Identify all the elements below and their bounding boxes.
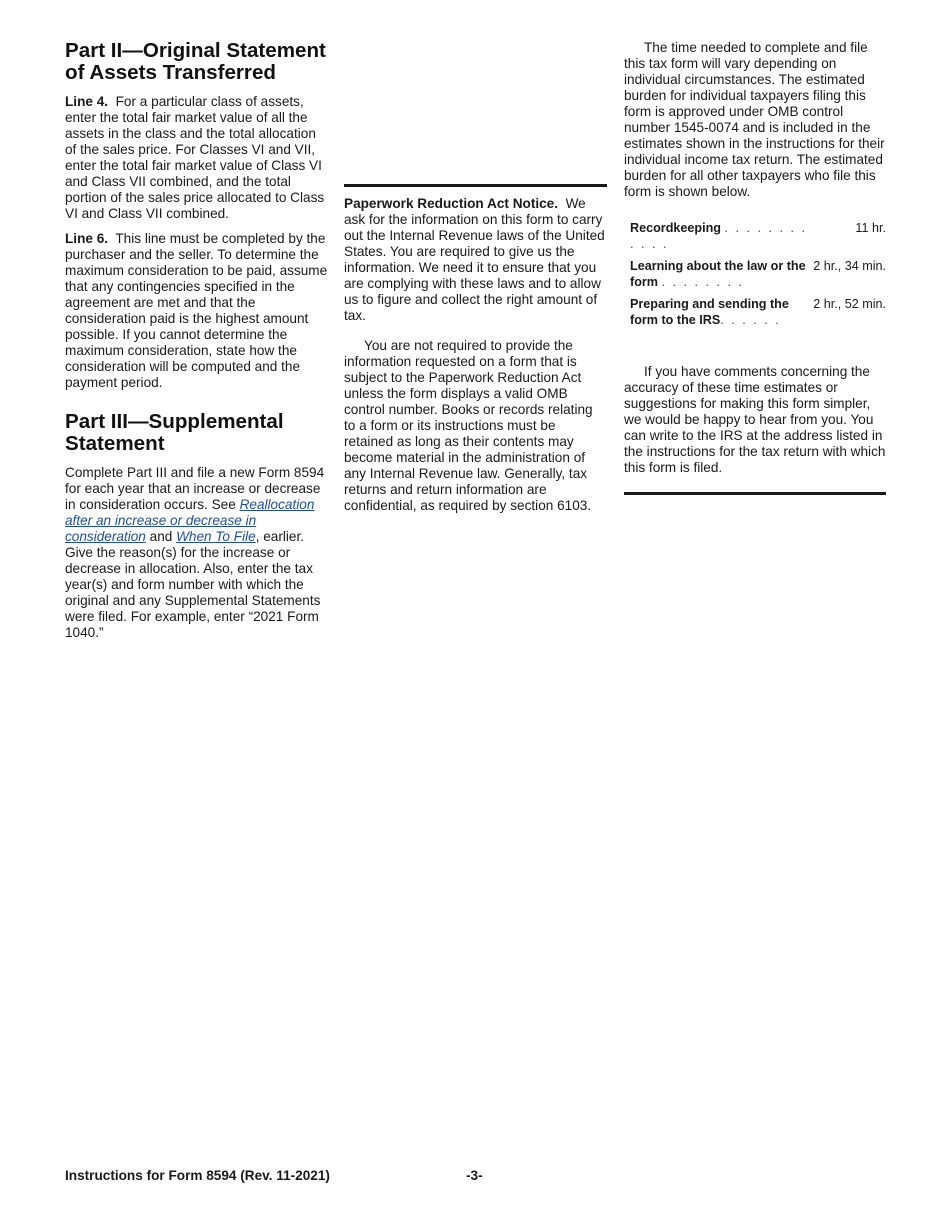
section-divider <box>344 184 607 187</box>
burden-label: Recordkeeping . . . . . . . . . . . . <box>630 221 807 251</box>
line4-text: For a particular class of assets, enter the total fair market value of all the assets in the class and the total allocation of the sales price. For Classes VI and VII, enter the total fair market value of Class VI and Class VII combined, and the total portion of the sales price allocated to Class VI and Class VII combined. <box>65 94 325 221</box>
part3-text: Complete Part III and file a new Form 8594 for each year that an increase or decrease in consideration occurs. See <box>65 465 325 512</box>
part3-heading: Part III—Supplemental Statement <box>65 410 284 455</box>
line4-lead: Line 4. <box>65 94 109 109</box>
burden-value: 11 hr. <box>855 221 886 235</box>
pra-paragraph <box>344 196 607 324</box>
end-divider <box>624 492 886 495</box>
burden-label: Learning about the law or the form . . . . . . . . <box>630 259 806 289</box>
column-left <box>65 40 328 650</box>
spacer <box>624 334 886 364</box>
part3-paragraph <box>65 465 328 641</box>
burden-row <box>630 296 886 334</box>
line6-lead: Line 6. <box>65 231 109 246</box>
column-middle <box>344 40 607 523</box>
burden-row <box>630 258 886 296</box>
page-number: -3- <box>466 1168 483 1183</box>
column-middle-spacer <box>344 40 607 176</box>
burden-value: 2 hr., 52 min. <box>813 297 886 311</box>
reallocation-link[interactable]: Reallocation after an increase or decrease in consideration <box>65 497 315 544</box>
line4-paragraph <box>65 94 328 222</box>
burden-table <box>630 220 886 334</box>
continuation-text: , earlier. Give the reason(s) for the increase or decrease in allocation. Also, enter the tax year(s) and form number with which the original and any Supplemental Statements were filed. For example, enter “2021 Form 1040.” <box>65 529 321 640</box>
burden-row <box>630 220 886 258</box>
line6-paragraph <box>65 231 328 391</box>
burden-value: 2 hr., 34 min. <box>813 259 886 273</box>
pra-lead: Paperwork Reduction Act Notice. <box>344 196 559 211</box>
omb-paragraph: You are not required to provide the information requested on a form that is subject to the Paperwork Reduction Act unless the form displays a valid OMB control number. Books or records relating to a form or its instructions must be retained as long as their contents may become material in the administration of any Internal Revenue law. Generally, tax returns and return information are confidential, as required by section 6103. <box>344 338 593 513</box>
pra-text: We ask for the information on this form to carry out the Internal Revenue laws of the United States. You are required to give us the information. We need it to ensure that you are complying with these laws and to allow us to figure and collect the right amount of tax. <box>344 196 605 323</box>
time-paragraph: The time needed to complete and file this tax form will vary depending on individual circumstances. The estimated burden for individual taxpayers filing this form is approved under OMB control number 1545-0074 and is included in the estimates shown in the instructions for their individual income tax return. The estimated burden for all other taxpayers who file this form is shown below. <box>624 40 885 199</box>
comments-paragraph: If you have comments concerning the accuracy of these time estimates or suggestions for making this form simpler, we would be happy to hear from you. You can write to the IRS at the address listed in the instructions for the tax return with which this form is filed. <box>624 364 886 475</box>
and-text: and <box>145 529 177 544</box>
column-right <box>624 40 886 504</box>
burden-label: Preparing and sending the form to the IRS. . . . . . <box>630 297 789 327</box>
page-footer <box>65 1168 765 1183</box>
footer-title: Instructions for Form 8594 (Rev. 11-2021) <box>65 1168 330 1183</box>
line6-text: This line must be completed by the purchaser and the seller. To determine the maximum consideration to be paid, assume that any contingencies specified in the agreement are met and that the consideration paid is the highest amount possible. If you cannot determine the maximum consideration, state how the consideration will be computed and the payment period. <box>65 231 328 390</box>
when-to-file-link[interactable]: When To File <box>176 529 256 544</box>
part2-heading: Part II—Original Statement of Assets Transferred <box>65 39 326 84</box>
